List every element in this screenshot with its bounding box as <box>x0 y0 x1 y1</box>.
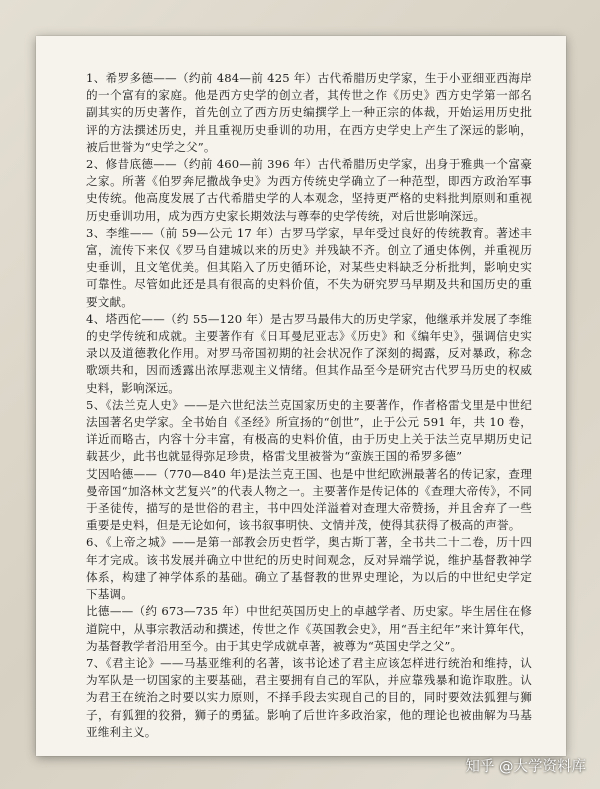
paragraph-livy: 3、李维——（前 59—公元 17 年）古罗马学家，早年受过良好的传统教育。著述丰富，流传下来仅《罗马自建城以来的历史》并残缺不齐。创立了通史体例，并重视历史垂训，且文笔优美。但其陷入了历史循环论，对某些史料缺乏分析批判，影响史实可靠性。尽管如此还是具有很高的史料价值，不失为研究罗马早期及共和国历史的重要文献。 <box>86 225 532 309</box>
paragraph-city-of-god: 6、《上帝之城》——是第一部教会历史哲学，奥古斯丁著，全书共二十二卷，历十四年才完成。该书发展并确立中世纪的历史时间观念，反对异端学说，维护基督教神学体系，构建了神学体系的基础。确立了基督教的世界史理论，为以后的中世纪史学定下基调。 <box>86 535 532 602</box>
paragraph-einhard: 艾因哈德——（770—840 年)是法兰克王国、也是中世纪欧洲最著名的传记家，查理曼帝国“加洛林文艺复兴”的代表人物之一。主要著作是传记体的《查理大帝传》，不同于圣徒传，描写的是世俗的君主，书中四处洋溢着对查理大帝赞扬，并且舍弃了一些重要是史料，但是无论如何，该书叙事明快、文情并茂，使得其获得了极高的声誉。 <box>86 466 532 533</box>
document-body <box>86 70 532 741</box>
paragraph-the-prince: 7、《君主论》——马基亚维利的名著，该书论述了君主应该怎样进行统治和维持，认为军队是一切国家的主要基础，君主要拥有自己的军队，并应靠残暴和诡诈取胜。认为君王在统治之时要以实力原则，不择手段去实现自己的目的，同时要效法狐狸与狮子，有狐狸的狡猾，狮子的勇猛。影响了后世许多政治家，他的理论也被曲解为马基亚维利主义。 <box>86 655 532 739</box>
paragraph-thucydides: 2、修昔底德——（约前 460—前 396 年）古代希腊历史学家，出身于雅典一个富豪之家。所著《伯罗奔尼撒战争史》为西方传统史学确立了一种范型，即西方政治军事史传统。他高度发展了古代希腊史学的人本观念，坚持更严格的史料批判原则和重视历史垂训功用，成为西方史家长期效法与尊奉的史学传统，对后世影响深远。 <box>86 157 532 223</box>
paragraph-history-of-the-franks: 5、《法兰克人史》——是六世纪法兰克国家历史的主要著作，作者格雷戈里是中世纪法国著名史学家。全书始自《圣经》所宣扬的“创世”，止于公元 591 年，共 10 卷，详近而略古，内容十分丰富，有极高的史料价值，由于历史上关于法兰克早期历史记载甚少，此书也就显得弥足珍贵，格雷戈里被誉为“蛮族王国的希罗多德” <box>86 397 532 464</box>
paragraph-tacitus: 4、塔西佗——（约 55—120 年）是古罗马最伟大的历史学家，他继承并发展了李维的史学传统和成就。主要著作有《日耳曼尼亚志》《历史》和《编年史》，强调信史实录以及道德教化作用。对罗马帝国初期的社会状况作了深刻的揭露，反对暴政，称念歌颂共和，因而透露出浓厚悲观主义情绪。但其作品至今是研究古代罗马历史的权威史料，影响深远。 <box>86 311 532 395</box>
paragraph-bede: 比德——（约 673—735 年）中世纪英国历史上的卓越学者、历史家。毕生居住在修道院中，从事宗教活动和撰述，传世之作《英国教会史》，用“吾主纪年”来计算年代，为基督教学者沿用至今。由于其史学成就卓著，被尊为“英国史学之父”。 <box>86 604 532 653</box>
paragraph-herodotus: 1、希罗多德——（约前 484—前 425 年）古代希腊历史学家，生于小亚细亚西海岸的一个富有的家庭。他是西方史学的创立者，其传世之作《历史》西方史学第一部名副其实的历史著作，首先创立了西方历史编撰学上一种正宗的体裁，开始运用历史批评的方法撰述历史，并且重视历史垂训的功用，在西方史学史上产生了深远的影响，被后世誉为“史学之父”。 <box>86 71 532 154</box>
zhihu-watermark: 知乎 @大学资料库 <box>465 759 586 775</box>
